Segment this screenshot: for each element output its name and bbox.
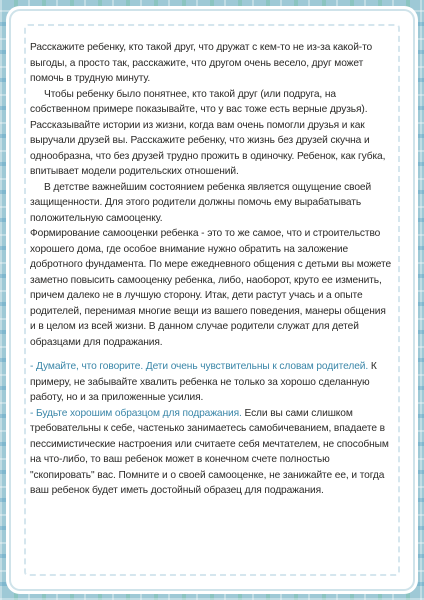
article-body xyxy=(30,40,394,570)
paragraph-what-is-friend: Расскажите ребенку, кто такой друг, что дружат с кем-то не из-за какой-то выгоды, а просто так, расскажите, что другом очень весело, друг может помочь в трудную минуту. xyxy=(30,42,373,84)
highlight-example: - Будьте хорошим образцом для подражания. xyxy=(30,407,242,419)
paragraph-own-example: Чтобы ребенку было понятнее, кто такой друг (или подруга, на собственном примере показывайте, что у вас тоже есть верные друзья). Рассказывайте истории из жизни, когда вам очень помогли друзья и как выручали друзей вы. Расскажите ребенку, что жизнь без друзей скучна и однообразна, что без друзей трудно прожить в одиночку. Ребенок, как губка, впитывает модели родительских отношений. xyxy=(30,88,386,177)
paragraph-good-example xyxy=(30,406,394,499)
paragraph-example-text: Если вы сами слишком требовательны к себе, частенько занимаетесь самобичеванием, впадаете в пессимистические настроения или считаете себя мечтателем, не способным на что-либо, то ваш ребенок может в конечном счете полностью "скопировать" вас. Помните и о своей самооценке, не занижайте ее, и тогда ваш ребенок будет иметь достойный образец для подражания. xyxy=(30,407,389,496)
paragraph-think-what-you-say xyxy=(30,359,394,406)
highlight-think: - Думайте, что говорите. Дети очень чувствительны к словам родителей. xyxy=(30,361,369,372)
paragraph-think-text: К примеру, не забывайте хвалить ребенка не только за хорошо сделанную работу, но и за приложенные усилия. xyxy=(30,361,377,403)
paragraph-self-esteem: Формирование самооценки ребенка - это то же самое, что и строительство хорошего дома, где особое внимание нужно обратить на заложение добротного фундамента. По мере ежедневного общения с детьми вы можете заметно повысить самооценку ребенка, либо, наоборот, круто ее изменить, причем далеко не в лучшую сторону. Итак, дети растут учась и а опыте родителей, перенимая многие вещи из вашего поведения, манеры общения и в целом из всей жизни. В данном случае родители служат для детей образцами для подражания. xyxy=(30,228,392,348)
paragraph-protection: В детстве важнейшим состоянием ребенка является ощущение своей защищенности. Для этого родители должны помочь ему вырабатывать положительную самооценку. xyxy=(30,181,372,224)
